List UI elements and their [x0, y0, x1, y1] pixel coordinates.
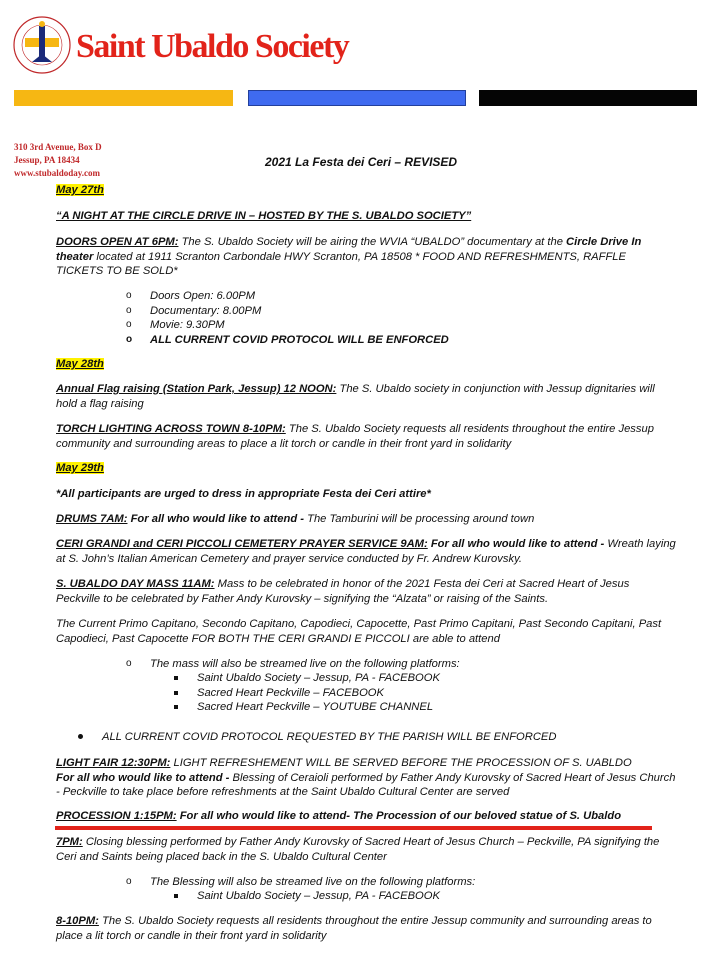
flag-label: Annual Flag raising (Station Park, Jessup) 12 NOON:	[56, 383, 337, 395]
torch-label: TORCH LIGHTING ACROSS TOWN 8-10PM:	[56, 423, 286, 435]
light-fair-bold: For all who would like to attend -	[56, 771, 230, 784]
list-item: Saint Ubaldo Society – Jessup, PA - FACEBOOK	[197, 672, 440, 684]
list-item: Saint Ubaldo Society – Jessup, PA - FACEBOOK	[197, 890, 440, 902]
closing-paragraph	[56, 835, 676, 864]
mass-text: Mass to be celebrated in honor of the 2021 Festa dei Ceri at Sacred Heart of Jesus Peckville to be celebrated by Father Andy Kurovsky – signifying the “Alzata” or raising of the Saints.	[56, 578, 630, 605]
doors-venue: Circle Drive In theater	[56, 236, 642, 263]
mass-stream-list	[150, 657, 460, 672]
final-label: 8-10PM:	[56, 915, 99, 927]
doors-text: The S. Ubaldo Society will be airing the WVIA “UBALDO” documentary at the	[181, 236, 563, 248]
drums-label: DRUMS 7AM:	[56, 513, 128, 525]
torch-paragraph	[56, 422, 676, 451]
red-divider	[55, 826, 652, 830]
mass-paragraph	[56, 577, 676, 606]
date-may28: May 28th	[56, 358, 104, 370]
list-item: o Doors Open: 6.00PM	[150, 289, 449, 304]
light-fair-text: LIGHT REFRESHEMENT WILL BE SERVED BEFORE THE PROCESSION OF S. UABLDO	[173, 757, 632, 769]
list-item: o The mass will also be streamed live on the following platforms:	[150, 657, 460, 672]
may27-headline: “A NIGHT AT THE CIRCLE DRIVE IN – HOSTED BY THE S. UBALDO SOCIETY”	[56, 210, 472, 222]
procession-text: For all who would like to attend- The Procession of our beloved statue of S. Ubaldo	[179, 810, 622, 822]
procession-label: PROCESSION 1:15PM:	[56, 810, 177, 822]
cemetery-text: Wreath laying at S. John’s Italian American Cemetery and prayer service conducted by Fr. Andrew Kurovsky.	[56, 538, 676, 565]
may27-schedule-list	[150, 289, 449, 347]
torch-text: The S. Ubaldo Society requests all residents throughout the entire Jessup community and surrounding areas to place a lit torch or candle in their front yard in solidarity	[56, 423, 654, 450]
list-item: o Movie: 9.30PM	[150, 318, 449, 333]
society-seal-logo	[12, 10, 72, 80]
closing-text: Closing blessing performed by Father Andy Kurovsky of Sacred Heart of Jesus Church – Peckville, PA signifying the Ceri and Saints being placed back in the S. Ubaldo Cultural Center	[56, 836, 660, 863]
black-bar	[479, 90, 697, 106]
website-link[interactable]: www.stubaldoday.com	[14, 168, 101, 178]
list-item: o The Blessing will also be streamed live on the following platforms:	[150, 875, 475, 890]
cemetery-paragraph	[56, 537, 676, 566]
doors-paragraph	[56, 235, 676, 279]
blessing-stream-platforms	[197, 889, 440, 904]
address-line: 310 3rd Avenue, Box D	[14, 142, 102, 152]
document-title: 2021 La Festa dei Ceri – REVISED	[265, 155, 458, 169]
mass-stream-platforms	[197, 671, 440, 715]
yellow-bar	[14, 90, 233, 106]
light-fair-paragraph	[56, 756, 676, 800]
drums-paragraph	[56, 512, 676, 527]
date-may29: May 29th	[56, 462, 104, 474]
blue-bar	[248, 90, 466, 106]
flag-paragraph	[56, 382, 676, 411]
cemetery-bold: For all who would like to attend -	[430, 538, 605, 550]
procession-paragraph	[56, 809, 676, 824]
date-heading-may29	[56, 461, 676, 476]
address-block	[14, 141, 102, 180]
light-fair-label: LIGHT FAIR 12:30PM:	[56, 757, 171, 769]
capitani-paragraph: The Current Primo Capitano, Secondo Capitano, Capodieci, Capocette, Past Primo Capitani, Past Secondo Capitani, Past Capodieci, Past Capocette FOR BOTH THE CERI GRANDI E PICCOLI are able to attend	[56, 618, 662, 645]
list-item: o Documentary: 8.00PM	[150, 304, 449, 319]
date-heading-may27	[56, 183, 676, 198]
final-paragraph	[56, 914, 676, 943]
closing-label: 7PM:	[56, 836, 83, 848]
mass-label: S. UBALDO DAY MASS 11AM:	[56, 578, 215, 590]
doors-text-2: located at 1911 Scranton Carbondale HWY Scranton, PA 18508 * FOOD AND REFRESHMENTS, RAFFLE TICKETS TO BE SOLD*	[56, 250, 626, 277]
list-item: Sacred Heart Peckville – FACEBOOK	[197, 686, 440, 701]
blessing-stream-list	[150, 875, 475, 890]
doors-label: DOORS OPEN AT 6PM:	[56, 236, 179, 248]
parish-protocol-list	[102, 730, 556, 745]
cemetery-label: CERI GRANDI and CERI PICCOLI CEMETERY PRAYER SERVICE 9AM:	[56, 538, 428, 550]
date-may27: May 27th	[56, 184, 104, 196]
date-heading-may28	[56, 357, 676, 372]
list-item: Sacred Heart Peckville – YOUTUBE CHANNEL	[197, 700, 440, 715]
flag-text: The S. Ubaldo society in conjunction with Jessup dignitaries will hold a flag raising	[56, 383, 655, 410]
drums-text: The Tamburini will be processing around town	[307, 513, 535, 525]
light-fair-text-2: Blessing of Ceraioli performed by Father Andy Kurovsky of Sacred Heart of Jesus Church - Peckville to take place before refreshments at the Saint Ubaldo Cultural Center are served	[56, 771, 676, 798]
list-item: ALL CURRENT COVID PROTOCOL REQUESTED BY THE PARISH WILL BE ENFORCED	[102, 731, 557, 743]
drums-bold: For all who would like to attend -	[130, 513, 304, 525]
org-name-logo: Saint Ubaldo Society	[76, 28, 349, 65]
address-line: Jessup, PA 18434	[14, 155, 80, 165]
attire-note: *All participants are urged to dress in appropriate Festa dei Ceri attire*	[56, 488, 431, 500]
final-text: The S. Ubaldo Society requests all residents throughout the entire Jessup community and surrounding areas to place a lit torch or candle in their front yard in solidarity	[56, 915, 652, 942]
list-item: o ALL CURRENT COVID PROTOCOL WILL BE ENFORCED	[150, 333, 449, 348]
